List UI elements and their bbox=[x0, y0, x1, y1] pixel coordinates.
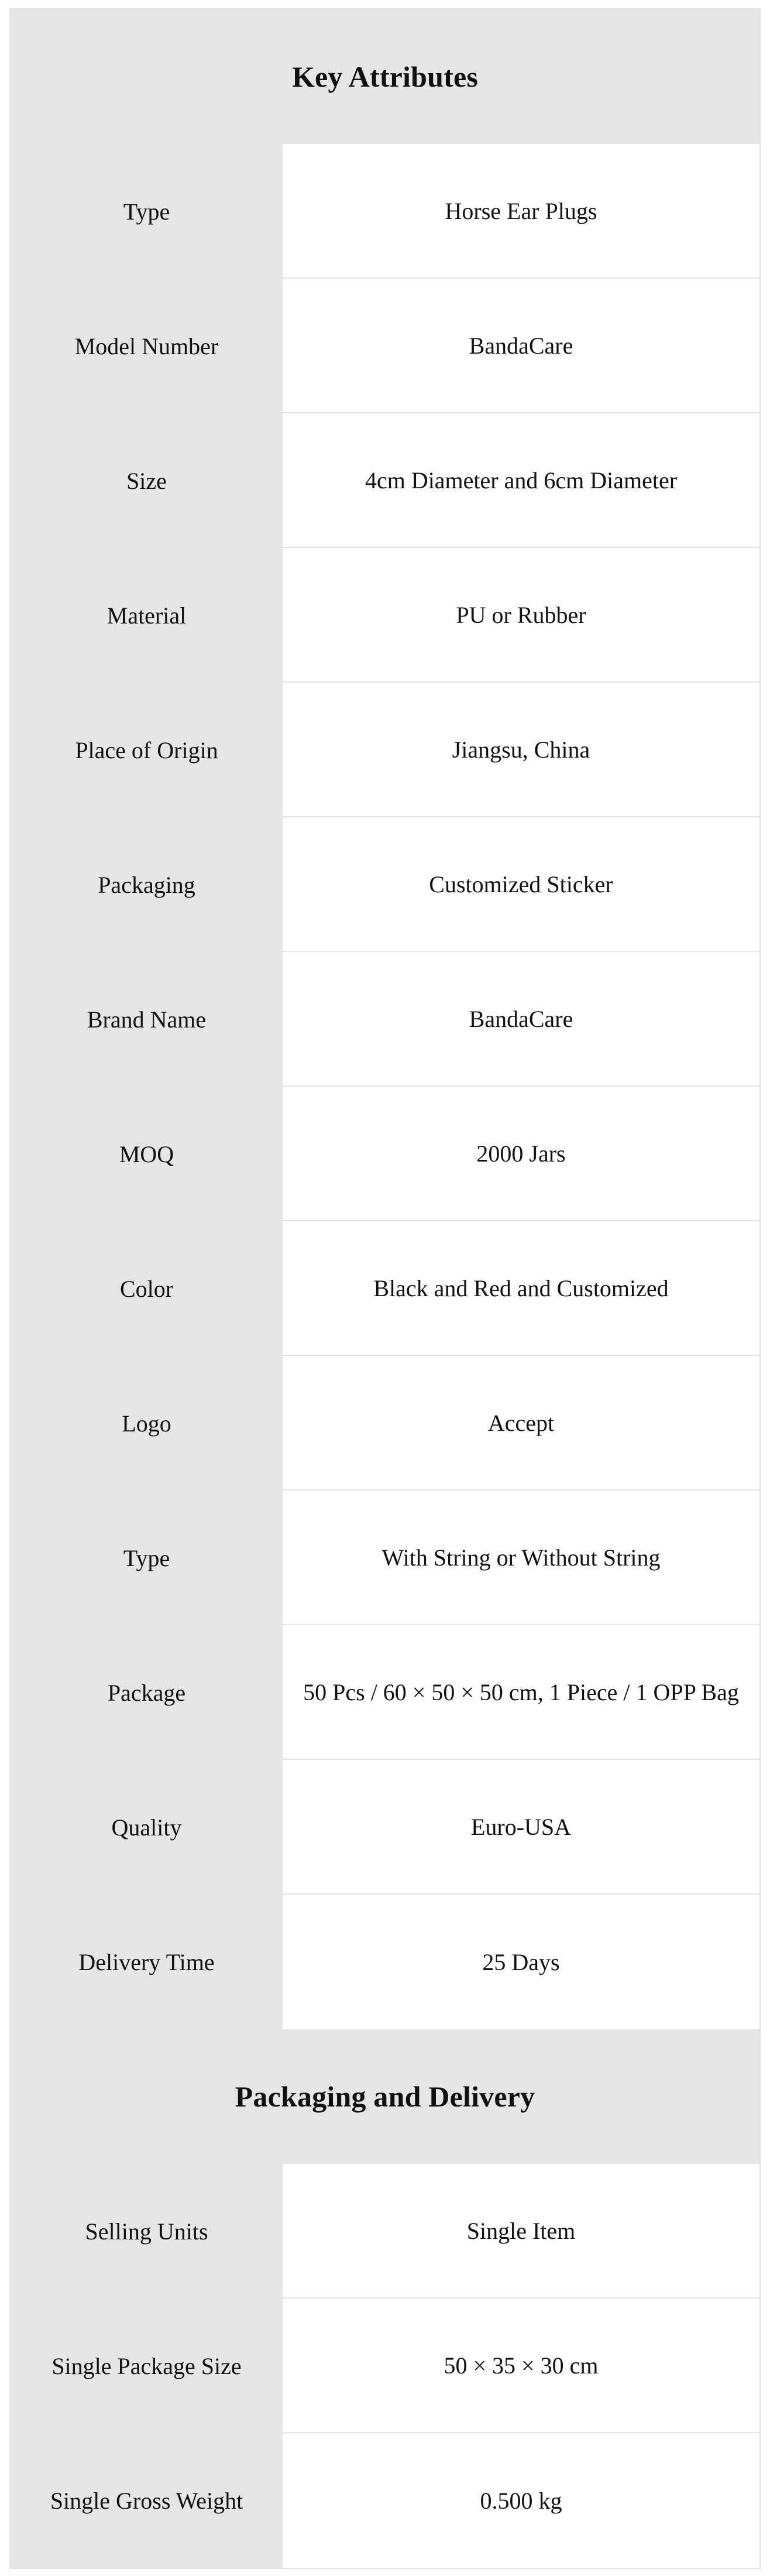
attribute-value: Accept bbox=[283, 1356, 759, 1491]
attribute-label: Size bbox=[11, 413, 283, 548]
packaging-value: 0.500 kg bbox=[283, 2433, 759, 2568]
attribute-label: Packaging bbox=[11, 817, 283, 952]
attribute-label: MOQ bbox=[11, 1087, 283, 1221]
attribute-label: Logo bbox=[11, 1356, 283, 1491]
attribute-row bbox=[11, 144, 759, 279]
attribute-label: Model Number bbox=[11, 279, 283, 413]
attribute-value: PU or Rubber bbox=[283, 548, 759, 683]
attribute-row bbox=[11, 1087, 759, 1221]
attribute-label: Material bbox=[11, 548, 283, 683]
packaging-value: 50 × 35 × 30 cm bbox=[283, 2298, 759, 2433]
attribute-row bbox=[11, 548, 759, 683]
attribute-row bbox=[11, 279, 759, 413]
attribute-row bbox=[11, 1760, 759, 1895]
attribute-value: BandaCare bbox=[283, 279, 759, 413]
attribute-label: Brand Name bbox=[11, 952, 283, 1087]
attribute-row bbox=[11, 413, 759, 548]
attribute-row bbox=[11, 1221, 759, 1356]
attribute-row bbox=[11, 683, 759, 817]
attribute-label: Type bbox=[11, 1491, 283, 1625]
attribute-row bbox=[11, 1356, 759, 1491]
attribute-row bbox=[11, 1491, 759, 1625]
key-attributes-heading: Key Attributes bbox=[11, 9, 759, 144]
attribute-value: Customized Sticker bbox=[283, 817, 759, 952]
attribute-row bbox=[11, 952, 759, 1087]
attribute-value: 50 Pcs / 60 × 50 × 50 cm, 1 Piece / 1 OPP Bag bbox=[283, 1625, 759, 1760]
attribute-label: Place of Origin bbox=[11, 683, 283, 817]
attribute-label: Delivery Time bbox=[11, 1895, 283, 2029]
attribute-label: Color bbox=[11, 1221, 283, 1356]
attribute-row bbox=[11, 1625, 759, 1760]
attribute-row bbox=[11, 817, 759, 952]
attribute-row bbox=[11, 1895, 759, 2029]
attribute-label: Package bbox=[11, 1625, 283, 1760]
product-attributes-sheet bbox=[9, 8, 761, 2569]
packaging-row bbox=[11, 2164, 759, 2298]
attribute-value: BandaCare bbox=[283, 952, 759, 1087]
attribute-value: With String or Without String bbox=[283, 1491, 759, 1625]
attribute-value: 4cm Diameter and 6cm Diameter bbox=[283, 413, 759, 548]
attribute-label: Type bbox=[11, 144, 283, 279]
attribute-value: 2000 Jars bbox=[283, 1087, 759, 1221]
attribute-value: Euro-USA bbox=[283, 1760, 759, 1895]
packaging-row bbox=[11, 2298, 759, 2433]
attribute-value: Jiangsu, China bbox=[283, 683, 759, 817]
attribute-value: Horse Ear Plugs bbox=[283, 144, 759, 279]
packaging-label: Single Gross Weight bbox=[11, 2433, 283, 2568]
attribute-value: 25 Days bbox=[283, 1895, 759, 2029]
packaging-delivery-heading: Packaging and Delivery bbox=[11, 2029, 759, 2164]
packaging-label: Selling Units bbox=[11, 2164, 283, 2298]
packaging-row bbox=[11, 2433, 759, 2568]
attribute-value: Black and Red and Customized bbox=[283, 1221, 759, 1356]
attribute-label: Quality bbox=[11, 1760, 283, 1895]
packaging-value: Single Item bbox=[283, 2164, 759, 2298]
packaging-label: Single Package Size bbox=[11, 2298, 283, 2433]
